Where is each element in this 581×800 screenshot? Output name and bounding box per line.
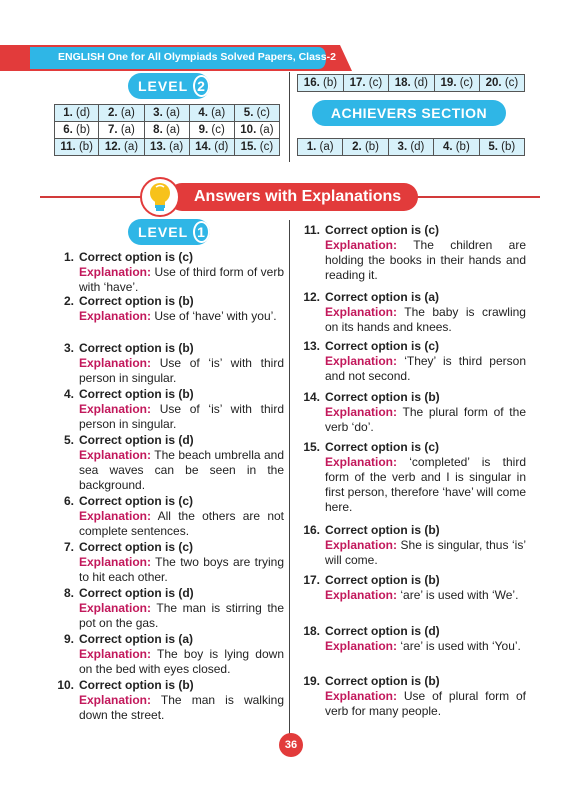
explanation-label: Explanation: — [325, 305, 398, 319]
answer-letter: (c) — [365, 77, 383, 89]
explanation-text: The man is stirring the pot on the gas. — [79, 601, 284, 630]
question-number: 2. — [108, 107, 118, 119]
answer-letter: (d) — [407, 141, 425, 153]
explanation-label: Explanation: — [79, 509, 152, 523]
explanation-label: Explanation: — [325, 238, 398, 252]
explanation — [325, 689, 526, 719]
correct-option: Correct option is (a) — [325, 290, 440, 304]
answer-cell — [388, 75, 434, 92]
explanation — [79, 265, 284, 295]
question-number: 12. — [303, 290, 320, 304]
question-number: 16. — [303, 77, 320, 89]
question-number: 14. — [195, 141, 212, 153]
explanation — [79, 555, 284, 585]
answer-letter: (c) — [456, 77, 474, 89]
explanation-label: Explanation: — [325, 538, 398, 552]
correct-option: Correct option is (c) — [325, 440, 440, 454]
table-row — [55, 122, 280, 139]
correct-option: Correct option is (c) — [79, 540, 194, 554]
explanation — [325, 354, 526, 384]
answer-cell — [479, 75, 524, 92]
answer-cell — [388, 139, 433, 156]
answer-cell — [55, 105, 99, 122]
question-number: 2. — [63, 294, 74, 308]
correct-option: Correct option is (c) — [79, 250, 194, 264]
answer-letter: (a) — [117, 124, 135, 136]
explanation-text: Use of plural form of verb for many people. — [325, 689, 526, 718]
explanation-label: Explanation: — [325, 354, 398, 368]
header-bar — [0, 45, 581, 71]
answer-letter: (a) — [117, 107, 135, 119]
question-number: 14. — [303, 390, 320, 404]
explanation-label: Explanation: — [325, 405, 398, 419]
level-number: 1 — [193, 221, 210, 243]
answer-cell — [343, 139, 388, 156]
explanation — [79, 448, 284, 493]
question-number: 8. — [63, 586, 74, 600]
section-title: Answers with Explanations — [168, 183, 418, 211]
table-row — [55, 105, 280, 122]
table-row — [298, 139, 525, 156]
answer-letter: (a) — [165, 141, 184, 153]
answer-letter: (a) — [120, 141, 139, 153]
explanation-text: The two boys are trying to hit each other. — [79, 555, 284, 584]
explanation — [325, 455, 526, 515]
answer-letter: (a) — [316, 141, 334, 153]
answer-cell — [55, 122, 99, 139]
explanation — [325, 538, 526, 568]
question-number: 5. — [488, 141, 498, 153]
question-number: 1. — [63, 107, 73, 119]
correct-option: Correct option is (a) — [79, 632, 194, 646]
answer-letter: (c) — [256, 141, 274, 153]
answer-letter: (c) — [501, 77, 519, 89]
explanation — [79, 693, 284, 723]
explanation-label: Explanation: — [79, 309, 152, 323]
explanation — [79, 647, 284, 677]
level-label: LEVEL — [138, 78, 189, 94]
question-number: 3. — [153, 107, 163, 119]
answer-letter: (c) — [253, 107, 270, 119]
correct-option: Correct option is (b) — [79, 341, 194, 355]
level-1-badge — [128, 219, 210, 245]
answer-cell — [99, 122, 144, 139]
explanation — [325, 405, 526, 435]
level-2-answer-table — [54, 104, 280, 156]
explanation-text: The plural form of the verb ‘do’. — [325, 405, 526, 434]
correct-option: Correct option is (b) — [79, 678, 194, 692]
explanation — [79, 309, 284, 324]
explanation-label: Explanation: — [79, 265, 152, 279]
question-number: 9. — [198, 124, 209, 136]
answer-letter: (a) — [162, 124, 181, 136]
explanation-text: ‘are’ is used with ‘We’. — [400, 588, 519, 602]
answer-cell — [189, 122, 234, 139]
explanation-text: Use of third form of verb with ‘have’. — [79, 265, 284, 294]
question-number: 8. — [153, 124, 163, 136]
correct-option: Correct option is (c) — [79, 494, 194, 508]
explanation-label: Explanation: — [79, 402, 152, 416]
explanation-text: Use of ‘is’ with third person in singular. — [79, 356, 284, 385]
column-divider — [289, 220, 290, 740]
explanation-text: Use of ‘have’ with you’. — [154, 309, 277, 323]
answer-letter: (b) — [361, 141, 379, 153]
answer-cell — [99, 139, 144, 156]
explanation — [325, 238, 526, 283]
answer-letter: (d) — [410, 77, 428, 89]
level-number: 2 — [193, 75, 210, 97]
question-number: 17. — [303, 573, 320, 587]
correct-option: Correct option is (b) — [325, 674, 440, 688]
explanation-text: ‘are’ is used with ‘You’. — [400, 639, 521, 653]
correct-option: Correct option is (b) — [79, 387, 194, 401]
answer-cell — [144, 122, 189, 139]
correct-option: Correct option is (c) — [325, 339, 440, 353]
answer-letter: (a) — [256, 124, 274, 136]
achievers-answer-table — [297, 138, 525, 156]
level-2-answer-table-continued — [297, 74, 525, 92]
explanation-text: The beach umbrella and sea waves can be seen in the background. — [79, 448, 284, 492]
question-number: 17. — [349, 77, 366, 89]
table-row — [298, 75, 525, 92]
correct-option: Correct option is (b) — [79, 294, 194, 308]
explanation-text: She is singular, thus ‘is’ will come. — [325, 538, 526, 567]
question-number: 13. — [149, 141, 166, 153]
answer-cell — [189, 105, 234, 122]
question-number: 9. — [63, 632, 74, 646]
answer-letter: (b) — [72, 124, 91, 136]
explanation — [325, 588, 526, 603]
answer-cell — [298, 139, 343, 156]
explanation-label: Explanation: — [325, 588, 398, 602]
question-number: 7. — [63, 540, 74, 554]
answer-letter: (b) — [319, 77, 338, 89]
answer-cell — [55, 139, 99, 156]
answer-cell — [434, 139, 479, 156]
answer-letter: (d) — [72, 107, 91, 119]
question-number: 1. — [306, 141, 317, 153]
achievers-section-badge: ACHIEVERS SECTION — [312, 100, 506, 126]
level-2-badge — [128, 73, 210, 99]
question-number: 20. — [485, 77, 502, 89]
explanation — [79, 356, 284, 386]
explanation-text: The children are holding the books in their hands and reading it. — [325, 238, 526, 282]
explanation-label: Explanation: — [79, 693, 152, 707]
question-number: 11. — [60, 141, 76, 153]
answer-cell — [479, 139, 524, 156]
explanation-text: ‘They’ is third person and not second. — [325, 354, 526, 383]
correct-option: Correct option is (d) — [325, 624, 440, 638]
answer-cell — [144, 139, 189, 156]
explanation — [325, 639, 526, 654]
question-number: 1. — [63, 250, 74, 264]
correct-option: Correct option is (b) — [325, 573, 440, 587]
explanation-text: The baby is crawling on its hands and knees. — [325, 305, 526, 334]
answer-letter: (b) — [75, 141, 93, 153]
question-number: 15. — [240, 141, 257, 153]
explanation-label: Explanation: — [79, 448, 152, 462]
explanation — [79, 402, 284, 432]
explanation-label: Explanation: — [79, 555, 152, 569]
explanation — [79, 509, 284, 539]
answer-letter: (b) — [497, 141, 516, 153]
answer-cell — [234, 139, 279, 156]
question-number: 6. — [63, 124, 73, 136]
question-number: 10. — [57, 678, 74, 692]
explanation-label: Explanation: — [79, 647, 152, 661]
answer-letter: (c) — [208, 124, 225, 136]
question-number: 3. — [397, 141, 408, 153]
answer-cell — [234, 122, 279, 139]
question-number: 10. — [240, 124, 257, 136]
answer-cell — [434, 75, 479, 92]
answer-cell — [343, 75, 388, 92]
explanation-text: The boy is lying down on the bed with eyes closed. — [79, 647, 284, 676]
answer-letter: (b) — [452, 141, 470, 153]
explanation-label: Explanation: — [79, 356, 152, 370]
explanation-label: Explanation: — [325, 689, 398, 703]
correct-option: Correct option is (b) — [325, 523, 440, 537]
explanation — [79, 601, 284, 631]
explanation-text: The man is walking down the street. — [79, 693, 284, 722]
correct-option: Correct option is (c) — [325, 223, 440, 237]
level-label: LEVEL — [138, 224, 189, 240]
explanation-label: Explanation: — [325, 455, 398, 469]
answer-cell — [189, 139, 234, 156]
explanation-text: Use of ‘is’ with third person in singular. — [79, 402, 284, 431]
table-row — [55, 139, 280, 156]
header-title: ENGLISH One for All Olympiads Solved Papers, Class-2 — [58, 51, 336, 63]
answer-cell — [298, 75, 344, 92]
question-number: 19. — [303, 674, 320, 688]
question-number: 18. — [303, 624, 320, 638]
question-number: 11. — [303, 223, 320, 237]
question-number: 3. — [63, 341, 74, 355]
answer-cell — [144, 105, 189, 122]
question-number: 19. — [440, 77, 457, 89]
explanation-label: Explanation: — [79, 601, 152, 615]
question-number: 18. — [394, 77, 411, 89]
question-number: 6. — [63, 494, 74, 508]
answer-cell — [99, 105, 144, 122]
answer-letter: (a) — [207, 107, 226, 119]
answer-cell — [234, 105, 279, 122]
correct-option: Correct option is (d) — [79, 433, 194, 447]
correct-option: Correct option is (b) — [325, 390, 440, 404]
question-number: 13. — [303, 339, 320, 353]
question-number: 12. — [104, 141, 121, 153]
explanation-text: All the others are not complete sentences. — [79, 509, 285, 538]
lightbulb-icon — [140, 175, 180, 219]
explanation-text: ‘completed’ is third form of the verb and I is singular in first person, therefore ‘have’ will come here. — [325, 455, 526, 514]
question-number: 5. — [243, 107, 254, 119]
question-number: 5. — [63, 433, 74, 447]
question-number: 7. — [108, 124, 118, 136]
answer-letter: (d) — [211, 141, 229, 153]
explanation-label: Explanation: — [325, 639, 398, 653]
question-number: 2. — [352, 141, 362, 153]
question-number: 16. — [303, 523, 320, 537]
answer-letter: (a) — [162, 107, 181, 119]
column-divider-top — [289, 72, 290, 162]
page-number: 36 — [279, 733, 303, 757]
correct-option: Correct option is (d) — [79, 586, 194, 600]
question-number: 15. — [303, 440, 320, 454]
question-number: 4. — [442, 141, 453, 153]
explanation — [325, 305, 526, 335]
question-number: 4. — [63, 387, 74, 401]
question-number: 4. — [198, 107, 208, 119]
